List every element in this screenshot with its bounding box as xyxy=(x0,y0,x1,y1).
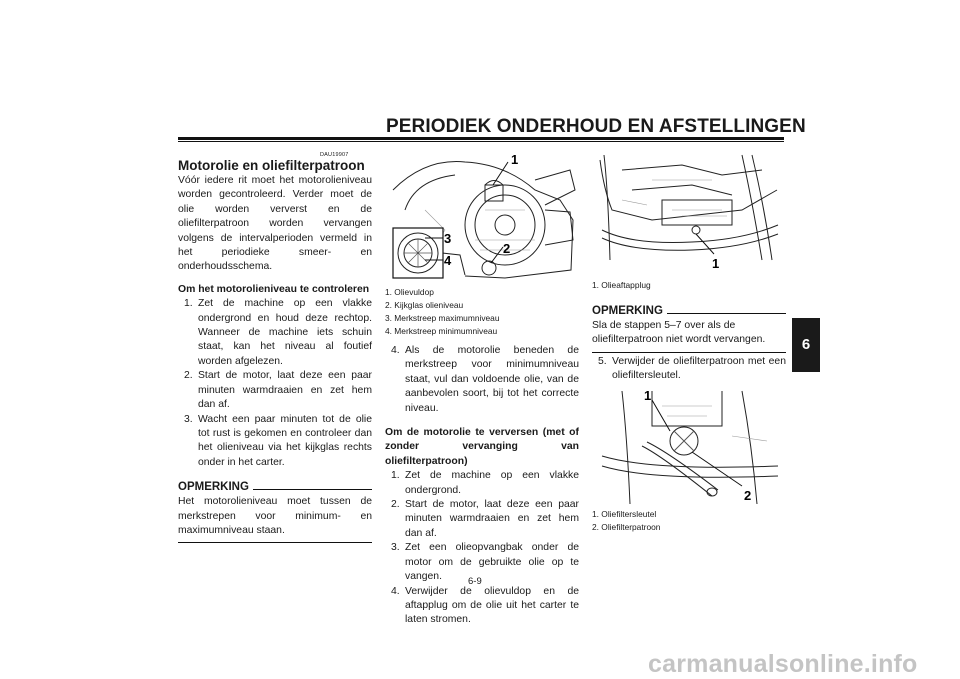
callout-label: 1 xyxy=(511,152,519,167)
section-heading: Motorolie en oliefilterpatroon xyxy=(178,158,365,173)
list-item: 2. Start de motor, laat deze een paar minuten warmdraaien en zet hem dan af. xyxy=(391,499,579,539)
note-label: OPMERKING xyxy=(592,304,663,317)
figure-oil-filler-sightglass xyxy=(385,150,577,282)
note-end-rule xyxy=(592,352,786,353)
list-item: 5. Verwijder de oliefilterpatroon met een oliefiltersleutel. xyxy=(598,355,786,382)
figure-oil-drain-plug xyxy=(592,150,784,276)
callout-label: 2 xyxy=(744,488,752,503)
column-1 xyxy=(178,174,372,543)
change-oil-heading: Om de motorolie te verversen (met of zonder vervanging van oliefilterpatroon) xyxy=(385,427,579,467)
list-item: 2. Start de motor, laat deze een paar minuten warmdraaien en zet hem dan af. xyxy=(184,370,372,411)
section-code: DAU19907 xyxy=(320,152,349,158)
note-rule xyxy=(667,313,786,314)
callout-label: 1 xyxy=(712,256,720,271)
column-3 xyxy=(592,279,786,384)
figure-caption: 1. Olievuldop 2. Kijkglas olieniveau 3. Merkstreep maximumniveau 4. Merkstreep minimumniveau xyxy=(385,287,500,336)
note-box xyxy=(592,304,786,353)
watermark: carmanualsonline.info xyxy=(648,650,918,678)
page-title: PERIODIEK ONDERHOUD EN AFSTELLINGEN xyxy=(386,116,806,137)
callout-label: 4 xyxy=(444,253,452,268)
callout-label: 2 xyxy=(503,241,511,256)
note-end-rule xyxy=(178,542,372,543)
change-oil-steps xyxy=(385,469,579,627)
figure-caption: 1. Oliefiltersleutel 2. Oliefilterpatroon xyxy=(592,509,661,532)
callout-label: 1 xyxy=(644,388,652,403)
filter-steps xyxy=(592,355,786,384)
header-rule-thin xyxy=(178,141,784,142)
check-level-heading: Om het motorolieniveau te controleren xyxy=(178,283,370,295)
note-rule xyxy=(253,489,372,490)
callout-label: 3 xyxy=(444,231,452,246)
list-item: 4. Als de motorolie beneden de merkstreep voor minimumniveau staat, vul dan voldoende olie, van de aanbevolen soort, bij tot het correcte niveau. xyxy=(391,345,579,414)
list-item: 4. Verwijder de olievuldop en de aftapplug om de olie uit het carter te laten stromen. xyxy=(391,585,579,626)
header-rule xyxy=(178,137,784,140)
note-text: Sla de stappen 5–7 over als de oliefilterpatroon niet wordt vervangen. xyxy=(592,320,766,346)
list-item: 1. Zet de machine op een vlakke ondergrond. xyxy=(391,470,579,496)
list-item: 1. Zet de machine op een vlakke ondergrond en houd deze rechtop. Wanneer de machine iets schuin staat, kan het niveau al foutief worden afgelezen. xyxy=(184,298,372,367)
page-number: 6-9 xyxy=(468,576,482,587)
chapter-tab-number: 6 xyxy=(801,336,811,353)
list-item: 3. Wacht een paar minuten tot de olie tot rust is gekomen en controleer dan het olieniveau via het kijkglas rechts onder in het carter. xyxy=(184,413,372,468)
list-item: 3. Zet een olieopvangbak onder de motor om de gebruikte olie op te vangen. xyxy=(391,542,579,583)
note-box xyxy=(178,480,372,543)
note-text: Het motorolieniveau moet tussen de merkstrepen voor minimum- en maximumniveau staan. xyxy=(178,496,372,536)
column-2 xyxy=(385,286,579,628)
intro-paragraph: Vóór iedere rit moet het motorolieniveau worden gecontroleerd. Verder moet de olie worden ververst en de oliefilterpatroon worden vervangen volgens de intervalperioden vermeld in het periodieke smeer- en onderhoudsschema. xyxy=(178,175,372,273)
figure-caption: 1. Olieaftapplug xyxy=(592,280,651,290)
check-level-steps-continued xyxy=(385,344,579,416)
check-level-steps xyxy=(178,297,372,470)
figure-oil-filter-wrench xyxy=(592,386,784,506)
note-label: OPMERKING xyxy=(178,480,249,493)
